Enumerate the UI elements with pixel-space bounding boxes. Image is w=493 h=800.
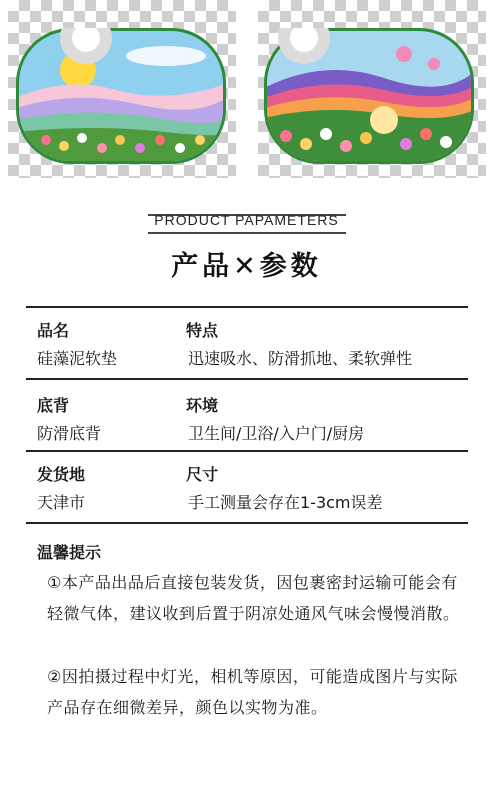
param-label-environment: 环境 xyxy=(186,396,219,415)
header-bottom-rule xyxy=(148,232,346,234)
param-label-name: 品名 xyxy=(37,321,70,340)
param-label-features: 特点 xyxy=(186,321,219,340)
table-top-rule xyxy=(26,306,468,308)
section-title-english: PRODUCT PAPAMETERS xyxy=(154,212,339,228)
table-rule-2 xyxy=(26,378,468,380)
param-value-name: 硅藻泥软垫 xyxy=(37,349,118,368)
param-label-backing: 底背 xyxy=(37,396,70,415)
product-image-left xyxy=(16,28,226,164)
table-bottom-rule xyxy=(26,522,468,524)
product-image-right xyxy=(264,28,474,164)
section-title-chinese: 产品✕参数 xyxy=(171,251,322,282)
param-value-ship-from: 天津市 xyxy=(37,493,86,512)
param-label-size: 尺寸 xyxy=(186,465,219,484)
note-item-2: ②因拍摄过程中灯光，相机等原因，可能造成图片与实际产品存在细微差异，颜色以实物为准。 xyxy=(47,667,458,717)
note-item-1: ①本产品出品后直接包装发货，因包裹密封运输可能会有轻微气体，建议收到后置于阴凉处通风气味会慢慢消散。 xyxy=(47,573,460,623)
table-rule-3 xyxy=(26,450,468,452)
param-value-features: 迅速吸水、防滑抓地、柔软弹性 xyxy=(188,349,413,368)
notes-title: 温馨提示 xyxy=(37,543,102,562)
param-value-size: 手工测量会存在1-3cm误差 xyxy=(188,493,383,512)
param-label-ship-from: 发货地 xyxy=(37,465,86,484)
product-photos xyxy=(0,0,493,178)
param-value-environment: 卫生间/卫浴/入户门/厨房 xyxy=(188,424,365,443)
param-value-backing: 防滑底背 xyxy=(37,424,102,443)
